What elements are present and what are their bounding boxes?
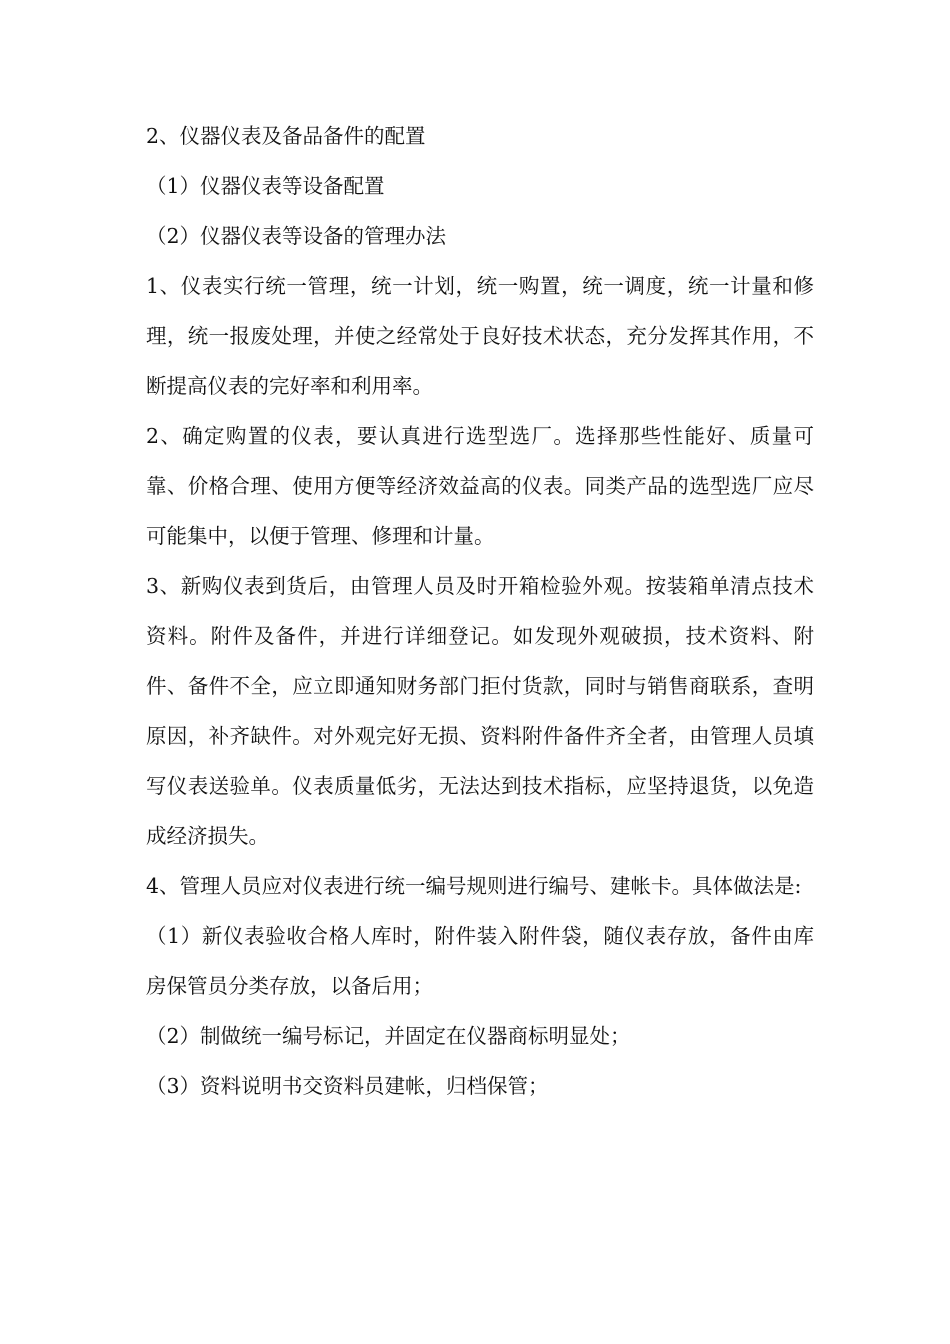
document-body: [146, 111, 814, 1111]
subitem-3: （3）资料说明书交资料员建帐，归档保管；: [146, 1074, 549, 1098]
paragraph-item-2: 2、确定购置的仪表，要认真进行选型选厂。选择那些性能好、质量可靠、价格合理、使用方便等经济效益高的仪表。同类产品的选型选厂应尽可能集中，以便于管理、修理和计量。: [146, 424, 814, 548]
subheading-equipment-config: （1）仪器仪表等设备配置: [146, 174, 385, 198]
subheading-management-methods: （2）仪器仪表等设备的管理办法: [146, 224, 447, 248]
subitem-2: （2）制做统一编号标记，并固定在仪器商标明显处；: [146, 1024, 631, 1048]
section-heading: 2、仪器仪表及备品备件的配置: [146, 124, 426, 148]
paragraph-item-1: 1、仪表实行统一管理，统一计划，统一购置，统一调度，统一计量和修理，统一报废处理，并使之经常处于良好技术状态，充分发挥其作用，不断提高仪表的完好率和利用率。: [146, 274, 814, 398]
subitem-1: （1）新仪表验收合格人库时，附件装入附件袋，随仪表存放，备件由库房保管员分类存放，以备后用；: [146, 924, 814, 998]
paragraph-item-4: 4、管理人员应对仪表进行统一编号规则进行编号、建帐卡。具体做法是:: [146, 874, 802, 898]
paragraph-item-3: 3、新购仪表到货后，由管理人员及时开箱检验外观。按装箱单清点技术资料。附件及备件，并进行详细登记。如发现外观破损，技术资料、附件、备件不全，应立即通知财务部门拒付货款，同时与销售商联系，查明原因，补齐缺件。对外观完好无损、资料附件备件齐全者，由管理人员填写仪表送验单。仪表质量低劣，无法达到技术指标，应坚持退货，以免造成经济损失。: [146, 574, 814, 848]
